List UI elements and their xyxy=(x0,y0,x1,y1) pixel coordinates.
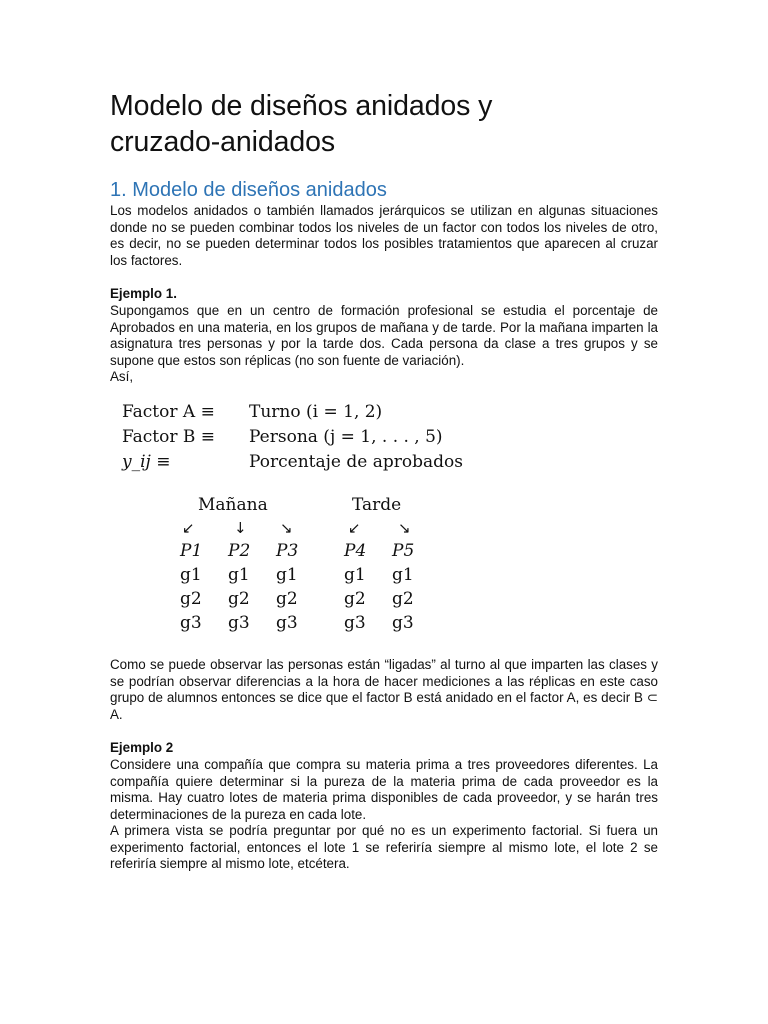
title-line-1: Modelo de diseños anidados y xyxy=(110,90,493,122)
arrow-down-right-icon: ↘ xyxy=(398,518,411,537)
example-2-label: Ejemplo 2 xyxy=(110,740,174,756)
arrow-down-icon: ↓ xyxy=(234,518,247,537)
document-page xyxy=(110,88,658,873)
document-title xyxy=(110,88,658,160)
definition-term: Factor B ≡ xyxy=(122,426,216,447)
factor-definitions xyxy=(122,400,658,475)
replicate-label: g3 xyxy=(276,612,298,633)
replicate-label: g1 xyxy=(228,564,250,585)
definition-value: Turno (i = 1, 2) xyxy=(249,401,383,422)
definition-term: y_ij ≡ xyxy=(122,451,171,472)
definition-row xyxy=(122,400,658,425)
section-heading: 1. Modelo de diseños anidados xyxy=(110,179,387,201)
replicate-label: g2 xyxy=(228,588,250,609)
example-2-paragraph-1: Considere una compañía que compra su materia prima a tres proveedores diferentes. La compañía quiere determinar si la pureza de la materia prima de cada proveedor es la misma. Hay cuatro lotes de materia prima disponibles de cada proveedor, y se harán tres determinaciones de la pureza en cada lote. xyxy=(110,756,658,822)
person-label: P1 xyxy=(180,540,203,561)
definition-term: Factor A ≡ xyxy=(122,401,215,422)
example-1-paragraph: Supongamos que en un centro de formación profesional se estudia el porcentaje de Aprobados en una materia, en los grupos de mañana y de tarde. Por la mañana imparten la asignatura tres personas y por la tarde dos. Cada persona da clase a tres grupos y se supone que estos son réplicas (no son fuente de variación). xyxy=(110,302,658,368)
definition-row xyxy=(122,425,658,450)
replicate-label: g3 xyxy=(344,612,366,633)
title-line-2: cruzado-anidados xyxy=(110,126,335,158)
arrow-down-right-icon: ↘ xyxy=(280,518,293,537)
replicate-label: g2 xyxy=(276,588,298,609)
group-label-manana: Mañana xyxy=(198,494,268,515)
definition-value: Porcentaje de aprobados xyxy=(249,451,463,472)
nesting-diagram xyxy=(168,495,428,645)
person-label: P3 xyxy=(276,540,299,561)
person-label: P5 xyxy=(392,540,415,561)
intro-paragraph: Los modelos anidados o también llamados jerárquicos se utilizan en algunas situaciones donde no se pueden combinar todos los niveles de un factor con todos los niveles de otro, es decir, no se pueden determinar todos los posibles tratamientos que aparecen al cruzar los factores. xyxy=(110,203,658,268)
replicate-label: g1 xyxy=(344,564,366,585)
example-1-conclusion: Como se puede observar las personas están “ligadas” al turno al que imparten las clases y se podrían observar diferencias a la hora de hacer mediciones a las réplicas en este caso grupo de alumnos entonces se dice que el factor B está anidado en el factor A, es decir B ⊂ A. xyxy=(110,656,658,722)
replicate-label: g2 xyxy=(180,588,202,609)
arrow-down-left-icon: ↙ xyxy=(348,518,361,537)
replicate-label: g2 xyxy=(344,588,366,609)
person-label: P2 xyxy=(228,540,251,561)
replicate-label: g2 xyxy=(392,588,414,609)
replicate-label: g1 xyxy=(392,564,414,585)
example-1-label: Ejemplo 1. xyxy=(110,286,177,302)
group-label-tarde: Tarde xyxy=(352,494,402,515)
person-label: P4 xyxy=(344,540,367,561)
replicate-label: g1 xyxy=(276,564,298,585)
definition-row xyxy=(122,450,658,475)
replicate-label: g3 xyxy=(180,612,202,633)
replicate-label: g3 xyxy=(392,612,414,633)
replicate-label: g3 xyxy=(228,612,250,633)
replicate-label: g1 xyxy=(180,564,202,585)
definition-value: Persona (j = 1, . . . , 5) xyxy=(249,426,443,447)
arrow-down-left-icon: ↙ xyxy=(182,518,195,537)
example-2-paragraph-2: A primera vista se podría preguntar por qué no es un experimento factorial. Si fuera un experimento factorial, entonces el lote 1 se referiría siempre al mismo lote, el lote 2 se referiría siempre al mismo lote, etcétera. xyxy=(110,823,658,872)
example-1-asi: Así, xyxy=(110,369,134,385)
